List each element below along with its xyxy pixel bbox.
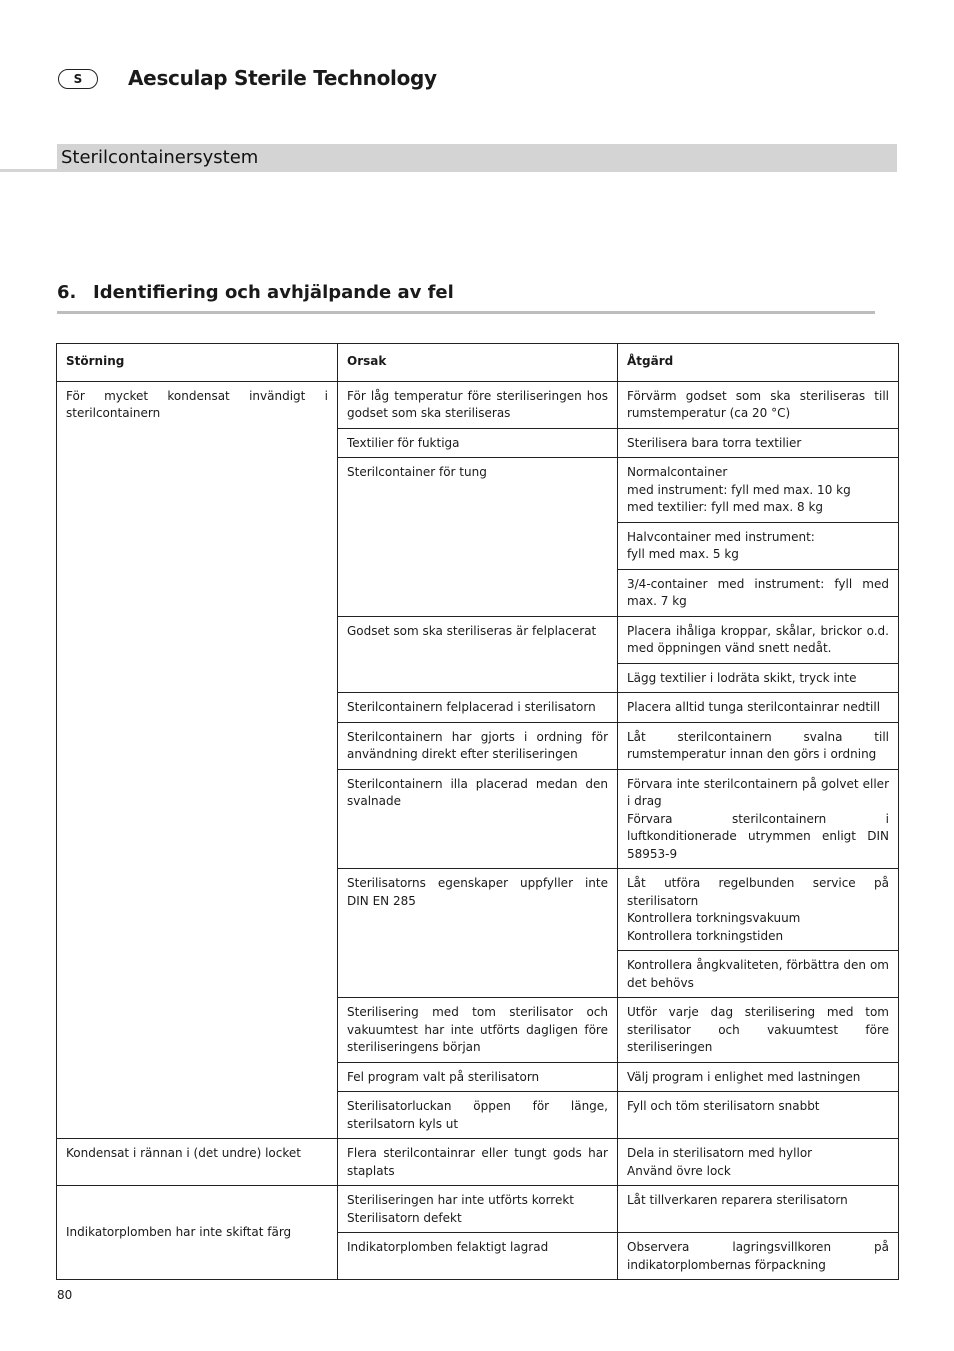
action-cell: Placera alltid tunga sterilcontainrar nedtill — [618, 693, 899, 723]
table-row — [57, 1186, 899, 1233]
action-cell: Låt tillverkaren reparera sterilisatorn — [618, 1186, 899, 1233]
cause-cell: Sterilisering med tom sterilisator och vakuumtest har inte utförts dagligen före steriliseringens början — [338, 998, 618, 1063]
column-header-action: Åtgärd — [618, 344, 899, 382]
action-cell: Lägg textilier i lodräta skikt, tryck inte — [618, 663, 899, 693]
action-cell: Sterilisera bara torra textilier — [618, 428, 899, 458]
page-number: 80 — [57, 1288, 73, 1302]
chapter-number: 6. — [57, 282, 77, 303]
action-cell: Låt sterilcontainern svalna till rumstemperatur innan den görs i ordning — [618, 722, 899, 769]
action-cell: Fyll och töm sterilisatorn snabbt — [618, 1092, 899, 1139]
action-cell: Förvärm godset som ska steriliseras till rumstemperatur (ca 20 °C) — [618, 381, 899, 428]
cause-cell: Sterilcontainern illa placerad medan den svalnade — [338, 769, 618, 869]
troubleshooting-table — [56, 343, 899, 1280]
language-badge: S — [58, 69, 98, 89]
cause-cell: Steriliseringen har inte utförts korrekt Sterilisatorn defekt — [338, 1186, 618, 1233]
table-row — [57, 1139, 899, 1186]
cause-cell: Sterilcontainern har gjorts i ordning för användning direkt efter steriliseringen — [338, 722, 618, 769]
cause-cell: Flera sterilcontainrar eller tungt gods har staplats — [338, 1139, 618, 1186]
problem-cell: För mycket kondensat invändigt i sterilcontainern — [57, 381, 338, 1139]
problem-cell: Kondensat i rännan i (det undre) locket — [57, 1139, 338, 1186]
cause-cell: Sterilisatorns egenskaper uppfyller inte DIN EN 285 — [338, 869, 618, 998]
cause-cell: Sterilisatorluckan öppen för länge, sterilsatorn kyls ut — [338, 1092, 618, 1139]
action-cell: Kontrollera ångkvaliteten, förbättra den om det behövs — [618, 951, 899, 998]
chapter-heading — [57, 282, 875, 314]
cause-cell: Godset som ska steriliseras är felplacerat — [338, 616, 618, 693]
action-cell: Förvara inte sterilcontainern på golvet eller i drag Förvara sterilcontainern i luftkonditionerade utrymmen enligt DIN 58953-9 — [618, 769, 899, 869]
cause-cell: Sterilcontainern felplacerad i sterilisatorn — [338, 693, 618, 723]
action-cell: Placera ihåliga kroppar, skålar, brickor o.d. med öppningen vänd snett nedåt. — [618, 616, 899, 663]
cause-cell: Fel program valt på sterilisatorn — [338, 1062, 618, 1092]
action-cell: 3/4-container med instrument: fyll med max. 7 kg — [618, 569, 899, 616]
section-title: Sterilcontainersystem — [61, 147, 259, 168]
action-cell: Observera lagringsvillkoren på indikatorplombernas förpackning — [618, 1233, 899, 1280]
table-header-row — [57, 344, 899, 382]
action-cell: Utför varje dag sterilisering med tom sterilisator och vakuumtest före steriliseringen — [618, 998, 899, 1063]
brand-title: Aesculap Sterile Technology — [128, 66, 437, 90]
chapter-title: Identifiering och avhjälpande av fel — [93, 282, 454, 303]
section-bar-rule — [0, 169, 57, 172]
action-cell: Halvcontainer med instrument: fyll med max. 5 kg — [618, 522, 899, 569]
column-header-problem: Störning — [57, 344, 338, 382]
table-row — [57, 381, 899, 428]
action-cell: Normalcontainer med instrument: fyll med max. 10 kg med textilier: fyll med max. 8 kg — [618, 458, 899, 523]
column-header-cause: Orsak — [338, 344, 618, 382]
action-cell: Låt utföra regelbunden service på sterilisatorn Kontrollera torkningsvakuum Kontrollera torkningstiden — [618, 869, 899, 951]
action-cell: Dela in sterilisatorn med hyllor Använd övre lock — [618, 1139, 899, 1186]
problem-cell: Indikatorplomben har inte skiftat färg — [57, 1186, 338, 1280]
cause-cell: Indikatorplomben felaktigt lagrad — [338, 1233, 618, 1280]
cause-cell: För låg temperatur före steriliseringen hos godset som ska steriliseras — [338, 381, 618, 428]
cause-cell: Sterilcontainer för tung — [338, 458, 618, 617]
action-cell: Välj program i enlighet med lastningen — [618, 1062, 899, 1092]
cause-cell: Textilier för fuktiga — [338, 428, 618, 458]
table-body — [57, 381, 899, 1280]
